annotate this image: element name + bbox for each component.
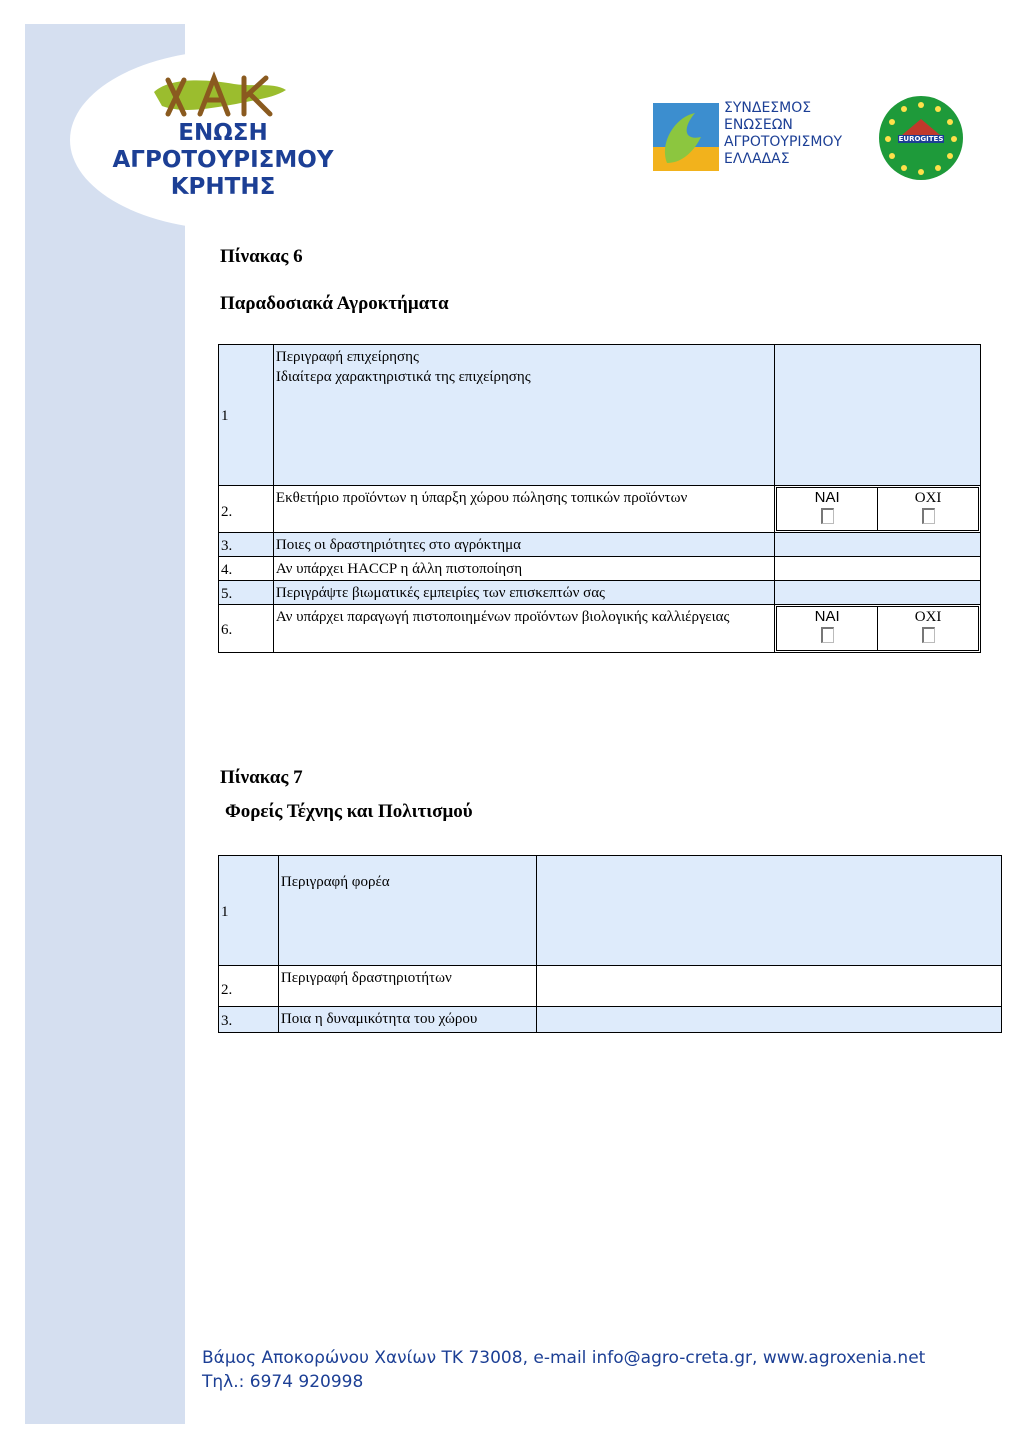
yes-checkbox[interactable] <box>821 508 834 524</box>
table-row <box>219 605 981 653</box>
footer-rule <box>72 1350 185 1359</box>
row-question: Περιγραφή φορέα <box>278 856 536 966</box>
row-question: Ποια η δυναμικότητα του χώρου <box>278 1007 536 1033</box>
table7-title: Φορείς Τέχνης και Πολιτισμού <box>225 801 473 822</box>
no-label: ΟΧΙ <box>914 490 942 506</box>
yes-no-group <box>775 605 981 653</box>
sea-name-line: ΣΥΝΔΕΣΜΟΣ <box>724 100 812 116</box>
row-question <box>273 345 774 486</box>
yes-no-group <box>775 486 981 533</box>
eak-logo-name <box>88 120 358 201</box>
row-number: 1 <box>219 856 279 966</box>
row-number: 5. <box>219 581 274 605</box>
yes-checkbox[interactable] <box>821 627 834 643</box>
row-number: 3. <box>219 533 274 557</box>
question-line: Περιγραφή επιχείρησης <box>275 349 419 365</box>
answer-field[interactable] <box>536 966 1001 1007</box>
table6-title: Παραδοσιακά Αγροκτήματα <box>220 293 449 314</box>
no-checkbox[interactable] <box>922 627 935 643</box>
answer-field[interactable] <box>775 581 981 605</box>
row-number: 4. <box>219 557 274 581</box>
row-question: Αν υπάρχει παραγωγή πιστοποιημένων προϊόντων βιολογικής καλλιέργειας <box>273 605 774 653</box>
sea-logo-mark <box>653 103 719 171</box>
table7 <box>218 855 1002 1033</box>
answer-field[interactable] <box>536 856 1001 966</box>
footer-phone: Τηλ.: 6974 920998 <box>202 1372 364 1392</box>
sea-name-line: ΕΝΩΣΕΩΝ <box>724 117 793 133</box>
row-question: Περιγράψτε βιωματικές εμπειρίες των επισκεπτών σας <box>273 581 774 605</box>
yes-label: ΝΑΙ <box>814 608 840 625</box>
table-row <box>219 581 981 605</box>
no-option[interactable] <box>878 607 978 650</box>
yes-option[interactable] <box>777 607 878 650</box>
table-row <box>219 533 981 557</box>
sea-name-line: ΑΓΡΟΤΟΥΡΙΣΜΟΥ <box>724 134 843 150</box>
eak-name-line: ΚΡΗΤΗΣ <box>170 174 276 200</box>
table-row <box>219 486 981 533</box>
answer-field[interactable] <box>775 345 981 486</box>
row-number: 3. <box>219 1007 279 1033</box>
question-line: Ιδιαίτερα χαρακτηριστικά της επιχείρησης <box>275 369 531 385</box>
eak-name-line: ΑΓΡΟΤΟΥΡΙΣΜΟΥ <box>112 147 334 173</box>
row-question: Αν υπάρχει HACCP η άλλη πιστοποίηση <box>273 557 774 581</box>
eak-name-line: ΕΝΩΣΗ <box>178 120 268 146</box>
table-row <box>219 345 981 486</box>
footer-address: Βάμος Αποκορώνου Χανίων ΤΚ 73008, e-mail info@agro-creta.gr, www.agroxenia.net <box>202 1348 926 1368</box>
side-band <box>25 24 185 1424</box>
table6-label: Πίνακας 6 <box>220 246 303 267</box>
table-row <box>219 966 1002 1007</box>
eurogites-label: EUROGITES <box>898 135 944 143</box>
row-question: Ποιες οι δραστηριότητες στο αγρόκτημα <box>273 533 774 557</box>
row-question: Περιγραφή δραστηριοτήτων <box>278 966 536 1007</box>
yes-no-choices <box>776 487 979 531</box>
no-option[interactable] <box>878 488 978 530</box>
row-number: 2. <box>219 966 279 1007</box>
no-label: ΟΧΙ <box>914 609 942 625</box>
answer-field[interactable] <box>775 557 981 581</box>
row-question: Εκθετήριο προϊόντων η ύπαρξη χώρου πώλησης τοπικών προϊόντων <box>273 486 774 533</box>
row-number: 6. <box>219 605 274 653</box>
yes-label: ΝΑΙ <box>814 489 840 506</box>
table-row <box>219 557 981 581</box>
table-row <box>219 856 1002 966</box>
answer-field[interactable] <box>775 533 981 557</box>
table7-label: Πίνακας 7 <box>220 767 303 788</box>
yes-option[interactable] <box>777 488 878 530</box>
sea-logo-text <box>724 100 842 168</box>
yes-no-choices <box>776 606 979 651</box>
table-row <box>219 1007 1002 1033</box>
row-number: 1 <box>219 345 274 486</box>
no-checkbox[interactable] <box>922 508 935 524</box>
table6 <box>218 344 981 653</box>
footer <box>202 1346 925 1394</box>
eak-logo <box>150 70 290 126</box>
row-number: 2. <box>219 486 274 533</box>
answer-field[interactable] <box>536 1007 1001 1033</box>
sea-name-line: ΕΛΛΑΔΑΣ <box>724 151 790 167</box>
